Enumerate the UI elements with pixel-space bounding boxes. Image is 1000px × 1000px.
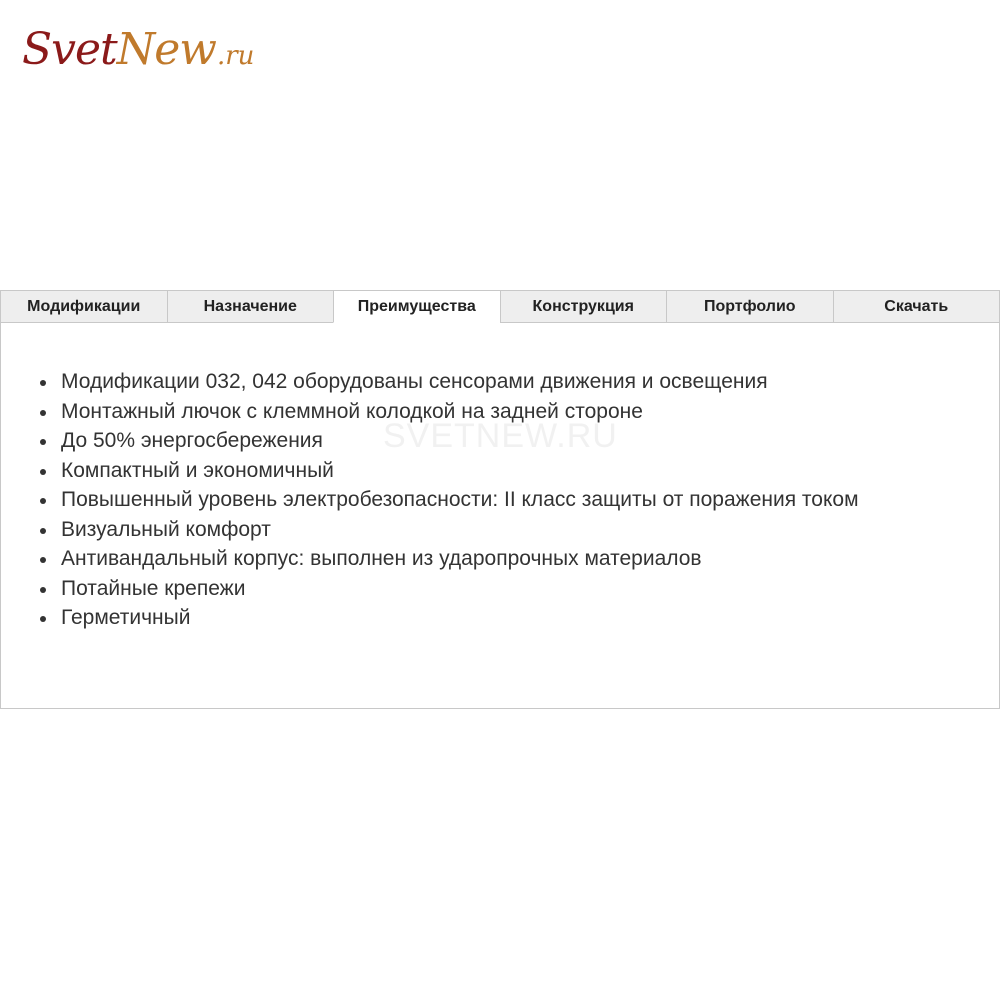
logo-text-domain: .ru — [216, 41, 255, 71]
list-item: Герметичный — [39, 603, 859, 633]
tab-advantages[interactable]: Преимущества — [333, 290, 500, 323]
tab-panel-advantages — [0, 322, 1000, 709]
list-item: Повышенный уровень электробезопасности: II класс защиты от поражения током — [39, 485, 859, 515]
list-item: Модификации 032, 042 оборудованы сенсорами движения и освещения — [39, 367, 859, 397]
tab-modifications[interactable]: Модификации — [0, 290, 167, 323]
list-item: Монтажный лючок с клеммной колодкой на задней стороне — [39, 397, 859, 427]
tab-purpose[interactable]: Назначение — [167, 290, 334, 323]
list-item: Антивандальный корпус: выполнен из ударопрочных материалов — [39, 544, 859, 574]
site-logo[interactable] — [22, 24, 254, 84]
list-item: Компактный и экономичный — [39, 456, 859, 486]
watermark: SVETNEW.RU — [383, 417, 618, 455]
product-tabs — [0, 290, 1000, 710]
logo-text-new: New — [116, 24, 216, 75]
list-item: Потайные крепежи — [39, 574, 859, 604]
list-item: Визуальный комфорт — [39, 515, 859, 545]
tab-portfolio[interactable]: Портфолио — [666, 290, 833, 323]
tab-construction[interactable]: Конструкция — [500, 290, 667, 323]
list-item: До 50% энергосбережения — [39, 426, 859, 456]
tab-bar — [0, 290, 1000, 323]
features-list — [39, 367, 859, 633]
tab-download[interactable]: Скачать — [833, 290, 1000, 323]
logo-text-svet: Svet — [22, 24, 117, 75]
